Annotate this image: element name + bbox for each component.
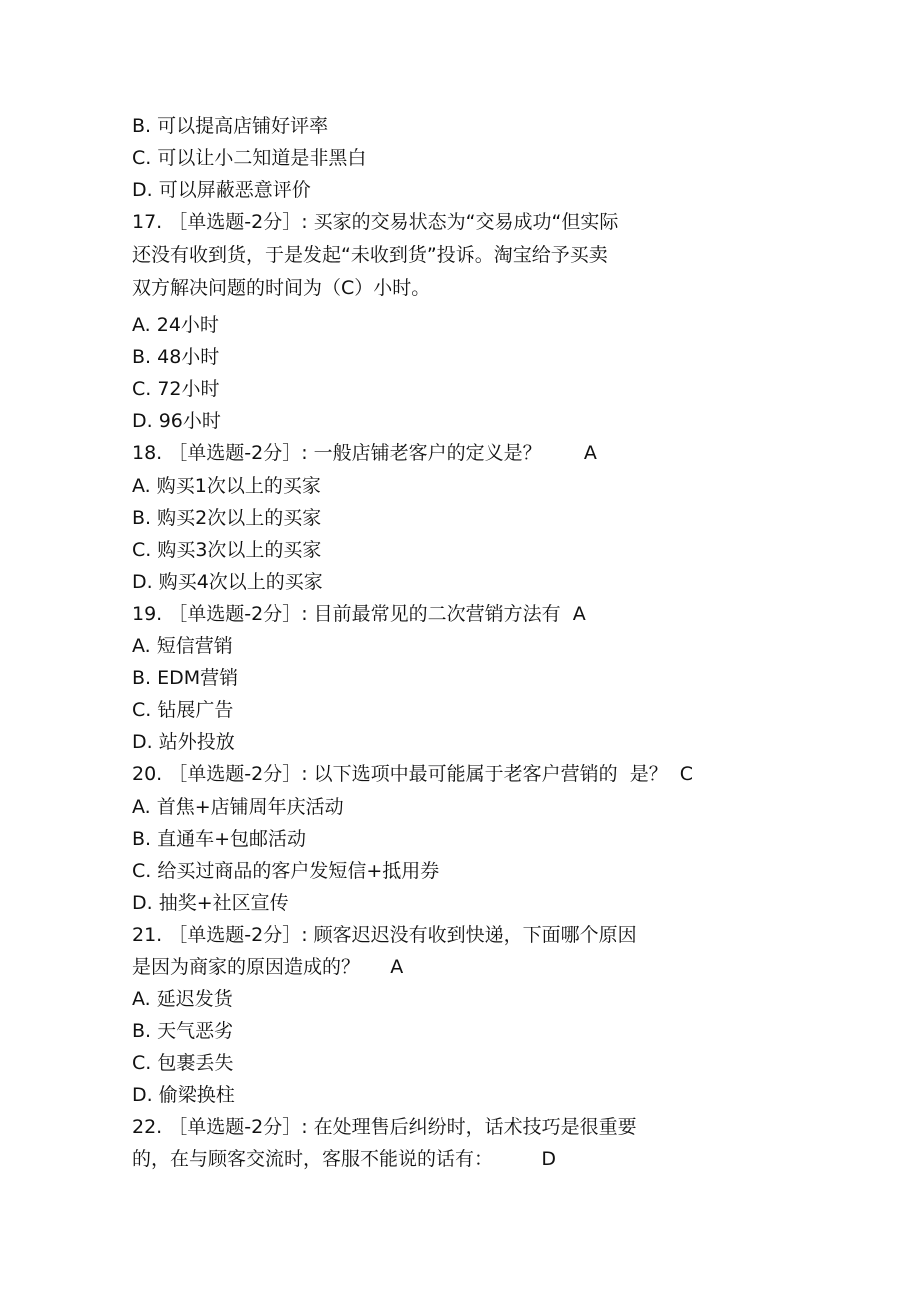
option-19-a: A. 短信营销: [132, 635, 233, 657]
option-21-b: B. 天气恶劣: [132, 1020, 234, 1042]
option-17-c: C. 72小时: [132, 378, 220, 400]
question-18: 18. ［单选题-2分］: 一般店铺老客户的定义是？ A: [132, 442, 597, 464]
option-19-b: B. EDM营销: [132, 667, 239, 689]
question-19: 19. ［单选题-2分］: 目前最常见的二次营销方法有 A: [132, 603, 586, 625]
option-18-b: B. 购买2次以上的买家: [132, 507, 322, 529]
option-21-a: A. 延迟发货: [132, 988, 233, 1010]
question-21-line-2: 是因为商家的原因造成的？ A: [132, 956, 404, 978]
option-19-c: C. 钻展广告: [132, 699, 234, 721]
question-20: 20. ［单选题-2分］: 以下选项中最可能属于老客户营销的 是？ C: [132, 763, 694, 785]
option-21-d: D. 偷梁换柱: [132, 1084, 235, 1106]
option-21-c: C. 包裹丢失: [132, 1052, 234, 1074]
question-22-line-2: 的，在与顾客交流时，客服不能说的话有： D: [132, 1148, 556, 1170]
option-20-c: C. 给买过商品的客户发短信+抵用券: [132, 860, 440, 882]
option-20-b: B. 直通车+包邮活动: [132, 828, 307, 850]
option-16-d: D. 可以屏蔽恶意评价: [132, 179, 311, 201]
question-17-line-3: 双方解决问题的时间为（C）小时。: [132, 277, 431, 299]
question-17-line-1: 17. ［单选题-2分］: 买家的交易状态为“交易成功“但实际: [132, 211, 619, 233]
option-16-c: C. 可以让小二知道是非黑白: [132, 147, 367, 169]
question-17-line-2: 还没有收到货，于是发起“未收到货”投诉。淘宝给予买卖: [132, 244, 608, 266]
option-17-d: D. 96小时: [132, 410, 221, 432]
option-18-c: C. 购买3次以上的买家: [132, 539, 322, 561]
option-18-a: A. 购买1次以上的买家: [132, 475, 321, 497]
option-20-a: A. 首焦+店铺周年庆活动: [132, 796, 344, 818]
option-17-b: B. 48小时: [132, 346, 220, 368]
option-17-a: A. 24小时: [132, 314, 219, 336]
option-16-b: B. 可以提高店铺好评率: [132, 115, 329, 137]
option-19-d: D. 站外投放: [132, 731, 235, 753]
option-18-d: D. 购买4次以上的买家: [132, 571, 323, 593]
question-21-line-1: 21. ［单选题-2分］: 顾客迟迟没有收到快递，下面哪个原因: [132, 924, 637, 946]
question-22-line-1: 22. ［单选题-2分］: 在处理售后纠纷时，话术技巧是很重要: [132, 1116, 637, 1138]
option-20-d: D. 抽奖+社区宣传: [132, 892, 289, 914]
